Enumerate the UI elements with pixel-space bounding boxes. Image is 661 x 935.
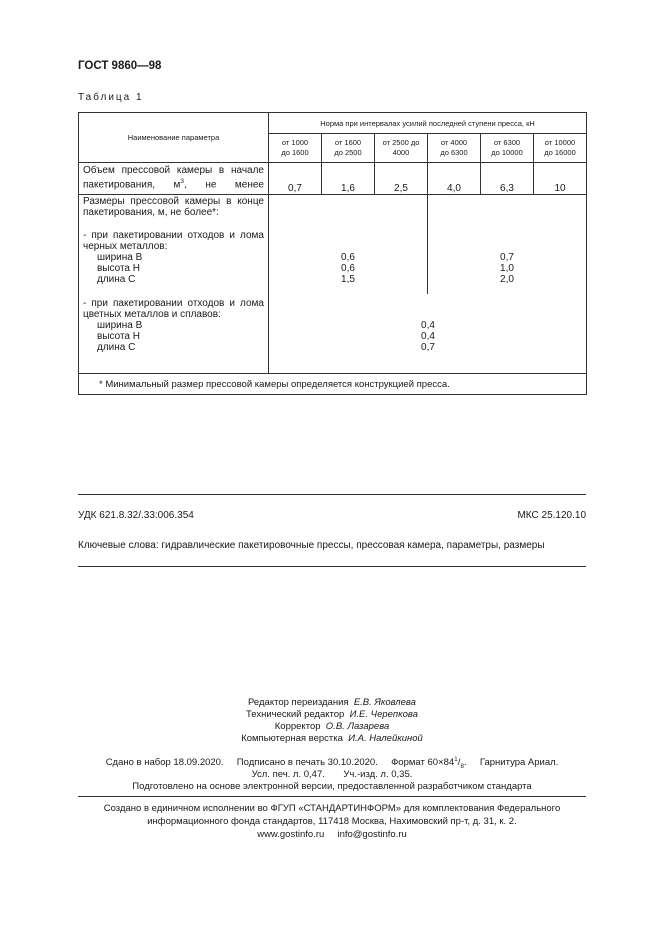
volume-label: Объем прессовой камеры в начале пакетирования, $м^3$, не менее: [79, 163, 269, 195]
divider-bottom: [78, 796, 586, 797]
nonferrous-length: 0,7: [421, 342, 435, 353]
volume-value-4: 4,0: [428, 163, 481, 195]
ferrous-height-left: 0,6: [341, 263, 355, 274]
imprint-tech-editor: Технический редактор И.Е. Черепкова: [246, 709, 418, 720]
table-caption: Таблица 1: [78, 92, 144, 103]
header-range-4: от 4000 до 6300: [428, 134, 481, 163]
volume-value-5: 6,3: [481, 163, 534, 195]
imprint-editor: Редактор переиздания Е.В. Яковлева: [248, 697, 416, 708]
header-range-5: от 6300 до 10000: [481, 134, 534, 163]
publisher-line-1: Создано в единичном исполнении во ФГУП «СТАНДАРТИНФОРМ» для комплектования Федерального: [103, 803, 561, 814]
imprint-layout: Компьютерная верстка И.А. Налейкиной: [241, 733, 423, 744]
header-range-3: от 2500 до 4000: [375, 134, 428, 163]
imprint-prepared: Подготовлено на основе электронной версии, предоставленной разработчиком стандарта: [132, 781, 532, 792]
header-range-2: от 1600 до 2500: [322, 134, 375, 163]
table-row-footnote: [79, 374, 587, 395]
table-row-volume: [79, 163, 587, 195]
ferrous-length-right: 2,0: [500, 274, 514, 285]
sizes-label: Размеры прессовой камеры в конце пакетирования, м, не более*: - при пакетировании отходов и лома черных металлов: ширина В высота Н длина С - при пакетировании отходов и лома цветных металлов и сплавов: ширина В высота Н длина С: [79, 195, 269, 374]
table-footnote: * Минимальный размер прессовой камеры определяется конструкцией пресса.: [79, 374, 587, 395]
ferrous-width-right: 0,7: [500, 252, 514, 263]
nonferrous-height: 0,4: [421, 331, 435, 342]
mks-code: МКС 25.120.10: [517, 510, 586, 521]
volume-value-2: 1,6: [322, 163, 375, 195]
udk-code: УДК 621.8.32/.33:006.354: [78, 510, 194, 521]
nonferrous-width: 0,4: [421, 320, 435, 331]
publisher-site-link[interactable]: www.gostinfo.ru: [257, 829, 325, 840]
keywords: Ключевые слова: гидравлические пакетировочные прессы, прессовая камера, параметры, размеры: [78, 540, 545, 551]
document-code: ГОСТ 9860—98: [78, 60, 162, 72]
imprint-proofreader: Корректор О.В. Лазарева: [274, 721, 390, 732]
ferrous-width-left: 0,6: [341, 252, 355, 263]
imprint-dates: Сдано в набор 18.09.2020. Подписано в печать 30.10.2020. Формат $60\times 84^1/_8$. Гарнитура Ариал.: [105, 756, 559, 771]
volume-value-1: 0,7: [269, 163, 322, 195]
publisher-line-2: информационного фонда стандартов, 117418 Москва, Нахимовский пр-т, д. 31, к. 2.: [147, 816, 517, 827]
divider-keywords: [78, 566, 586, 567]
imprint-sheets: Усл. печ. л. 0,47. Уч.-изд. л. 0,35.: [251, 769, 413, 780]
sizes-values: [269, 195, 587, 374]
divider-top: [78, 494, 586, 495]
publisher-contacts: [78, 829, 586, 840]
header-parameter-name: Наименование параметра: [79, 113, 269, 163]
header-range-6: от 10000 до 16000: [534, 134, 587, 163]
table-row-sizes: [79, 195, 587, 374]
parameters-table: [78, 112, 587, 395]
ferrous-height-right: 1,0: [500, 263, 514, 274]
volume-value-3: 2,5: [375, 163, 428, 195]
ferrous-length-left: 1,5: [341, 274, 355, 285]
publisher-email-link[interactable]: info@gostinfo.ru: [337, 829, 407, 840]
volume-value-6: 10: [534, 163, 587, 195]
header-norm: Норма при интервалах усилий последней ступени пресса, кН: [269, 113, 587, 134]
header-range-1: от 1000 до 1600: [269, 134, 322, 163]
